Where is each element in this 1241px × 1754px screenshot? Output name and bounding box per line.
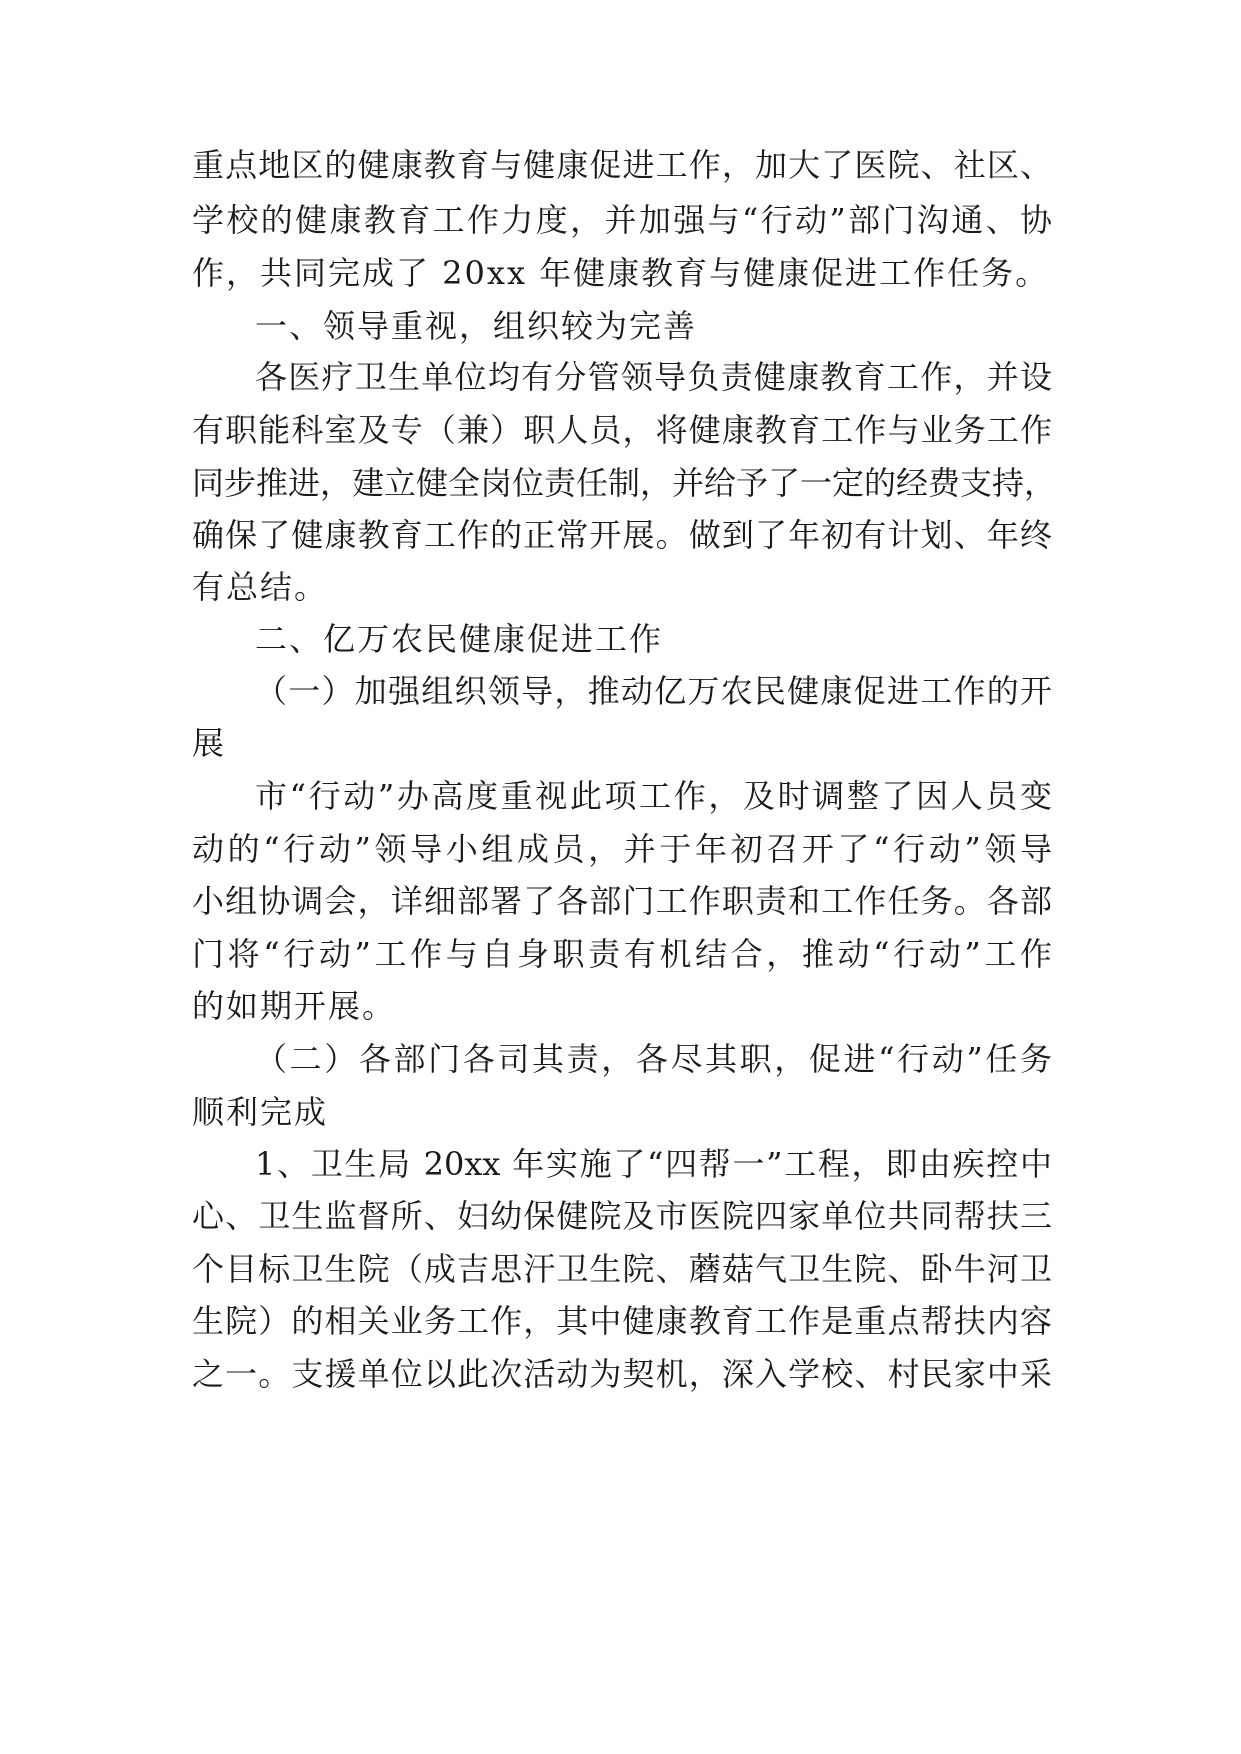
subsection-heading: （一）加强组织领导，推动亿万农民健康促进工作的开 — [255, 672, 1052, 710]
text-line: 重点地区的健康教育与健康促进工作，加大了医院、社区、 — [192, 146, 1052, 184]
text-line: 1、卫生局 20xx 年实施了“四帮一”工程，即由疾控中 — [255, 1145, 1052, 1183]
text-line: 同步推进，建立健全岗位责任制，并给予了一定的经费支持， — [192, 464, 1057, 502]
text-line: 确保了健康教育工作的正常开展。做到了年初有计划、年终 — [192, 516, 1052, 554]
text-line: 各医疗卫生单位均有分管领导负责健康教育工作，并设 — [255, 358, 1052, 396]
text-line: 学校的健康教育工作力度，并加强与“行动”部门沟通、协 — [192, 201, 1052, 239]
text-line: 小组协调会，详细部署了各部门工作职责和工作任务。各部 — [192, 882, 1052, 920]
text-line: 生院）的相关业务工作，其中健康教育工作是重点帮扶内容 — [192, 1302, 1052, 1340]
text-line: 的如期开展。 — [192, 987, 397, 1025]
subsection-heading: 顺利完成 — [192, 1093, 329, 1131]
subsection-heading: 展 — [192, 724, 227, 762]
section-heading: 二、亿万农民健康促进工作 — [255, 620, 664, 658]
text-line: 市“行动”办高度重视此项工作，及时调整了因人员变 — [255, 777, 1052, 815]
text-line: 动的“行动”领导小组成员，并于年初召开了“行动”领导 — [192, 830, 1052, 868]
section-heading: 一、领导重视，组织较为完善 — [255, 307, 698, 345]
text-line: 有职能科室及专（兼）职人员，将健康教育工作与业务工作 — [192, 411, 1052, 449]
text-line: 作，共同完成了 20xx 年健康教育与健康促进工作任务。 — [192, 254, 1050, 292]
text-line: 有总结。 — [192, 568, 329, 606]
text-line: 门将“行动”工作与自身职责有机结合，推动“行动”工作 — [192, 935, 1052, 973]
text-line: 个目标卫生院（成吉思汗卫生院、蘑菇气卫生院、卧牛河卫 — [192, 1250, 1052, 1288]
subsection-heading: （二）各部门各司其责，各尽其职，促进“行动”任务 — [255, 1040, 1052, 1078]
text-line: 之一。支援单位以此次活动为契机，深入学校、村民家中采 — [192, 1355, 1052, 1393]
text-line: 心、卫生监督所、妇幼保健院及市医院四家单位共同帮扶三 — [192, 1197, 1052, 1235]
